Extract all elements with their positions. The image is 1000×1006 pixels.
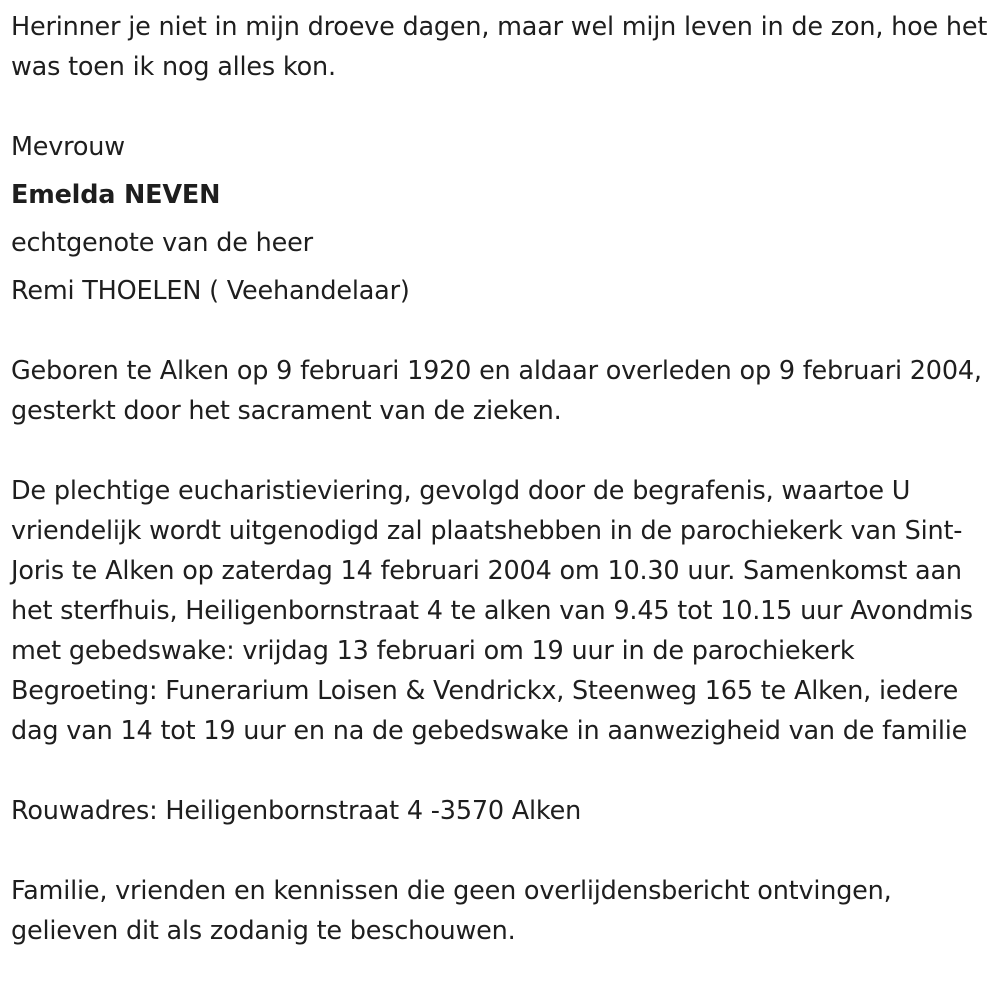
spacer: [11, 751, 992, 791]
deceased-header: [11, 123, 992, 315]
spacer: [11, 831, 992, 871]
address-paragraph: Rouwadres: Heiligenbornstraat 4 -3570 Alken: [11, 796, 582, 826]
spouse-prefix: echtgenote van de heer: [11, 228, 313, 258]
salutation: Mevrouw: [11, 132, 125, 162]
spouse-name: Remi THOELEN ( Veehandelaar): [11, 276, 410, 306]
intro-quote: Herinner je niet in mijn droeve dagen, maar wel mijn leven in de zon, hoe het was toen ik nog alles kon.: [11, 12, 988, 82]
spacer: [11, 431, 992, 471]
deceased-name: Emelda NEVEN: [11, 180, 221, 210]
ceremony-paragraph: De plechtige eucharistieviering, gevolgd door de begrafenis, waartoe U vriendelijk wordt uitgenodigd zal plaatshebben in de parochiekerk van Sint-Joris te Alken op zaterdag 14 februari 2004 om 10.30 uur. Samenkomst aan het sterfhuis, Heiligenbornstraat 4 te alken van 9.45 tot 10.15 uur Avondmis met gebedswake: vrijdag 13 februari om 19 uur in de parochiekerk Begroeting: Funerarium Loisen & Vendrickx, Steenweg 165 te Alken, iedere dag van 14 tot 19 uur en na de gebedswake in aanwezigheid van de familie: [11, 476, 973, 746]
spacer: [11, 315, 992, 351]
spacer: [11, 87, 992, 127]
closing-paragraph: Familie, vrienden en kennissen die geen overlijdensbericht ontvingen, gelieven dit als zodanig te beschouwen.: [11, 876, 892, 946]
birth-death-paragraph: Geboren te Alken op 9 februari 1920 en aldaar overleden op 9 februari 2004, gesterkt door het sacrament van de zieken.: [11, 356, 982, 426]
